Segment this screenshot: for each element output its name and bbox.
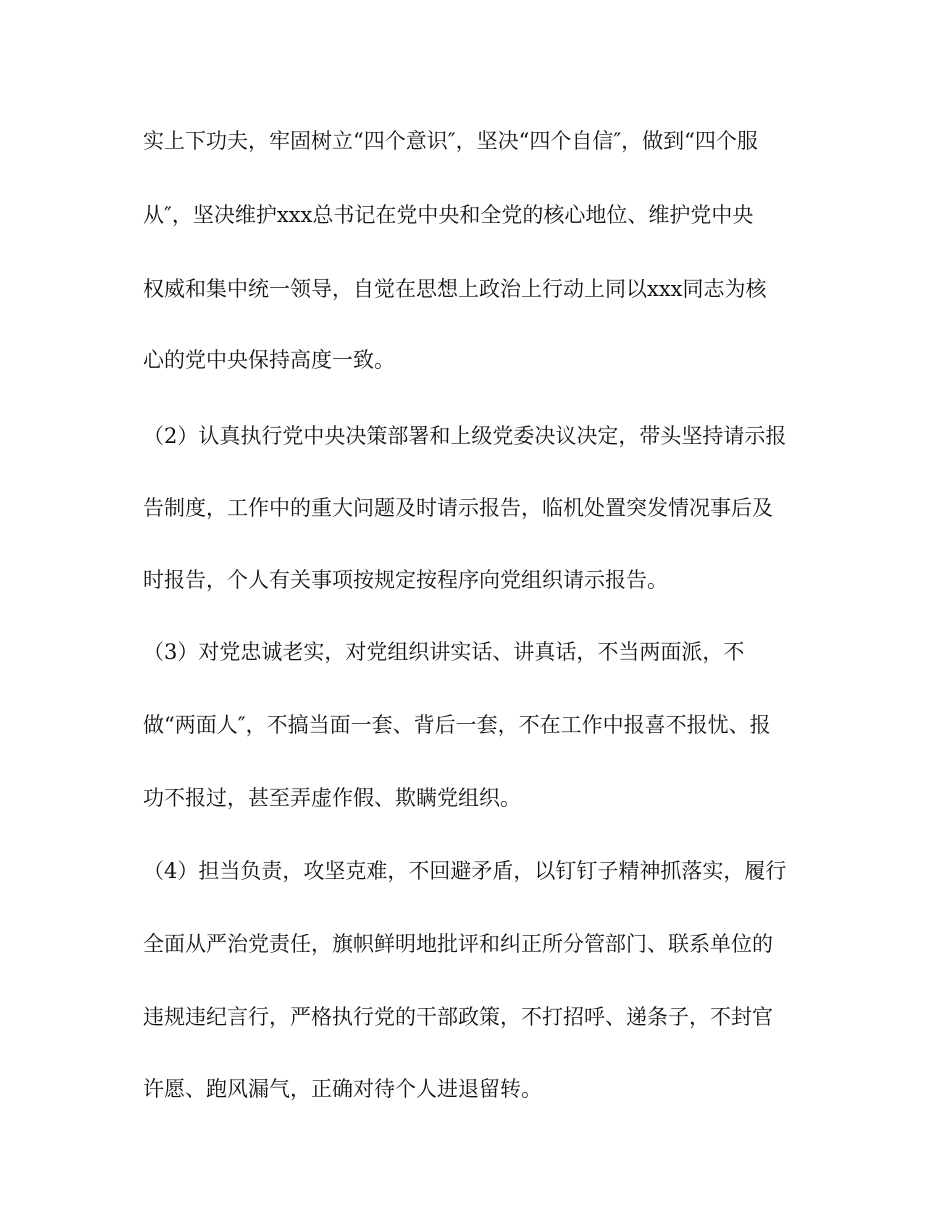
text-line: （2）认真执行党中央决策部署和上级党委决议决定，带头坚持请示报 (143, 424, 787, 448)
text-line: 功不报过，甚至弄虚作假、欺瞒党组织。 (143, 786, 521, 810)
text-line: 全面从严治党责任，旗帜鲜明地批评和纠正所分管部门、联系单位的 (143, 932, 773, 956)
text-line: 心的党中央保持高度一致。 (143, 348, 395, 372)
text-line: 告制度，工作中的重大问题及时请示报告，临机处置突发情况事后及 (143, 496, 773, 520)
text-line: 时报告，个人有关事项按规定按程序向党组织请示报告。 (143, 568, 668, 592)
text-line: 许愿、跑风漏气，正确对待个人进退留转。 (143, 1077, 542, 1101)
text-line: （4）担当负责，攻坚克难，不回避矛盾，以钉钉子精神抓落实，履行 (143, 859, 787, 883)
text-line: 权威和集中统一领导，自觉在思想上政治上行动上同以xxx同志为核 (143, 277, 767, 301)
text-line: 实上下功夫，牢固树立“四个意识″，坚决“四个自信″，做到“四个服 (143, 129, 758, 153)
text-line: （3）对党忠诚老实，对党组织讲实话、讲真话，不当两面派，不 (143, 640, 745, 664)
text-line: 违规违纪言行，严格执行党的干部政策，不打招呼、递条子，不封官 (143, 1005, 773, 1029)
text-line: 从″，坚决维护xxx总书记在党中央和全党的核心地位、维护党中央 (143, 203, 754, 227)
text-line: 做“两面人″，不搞当面一套、背后一套，不在工作中报喜不报忧、报 (143, 713, 771, 737)
